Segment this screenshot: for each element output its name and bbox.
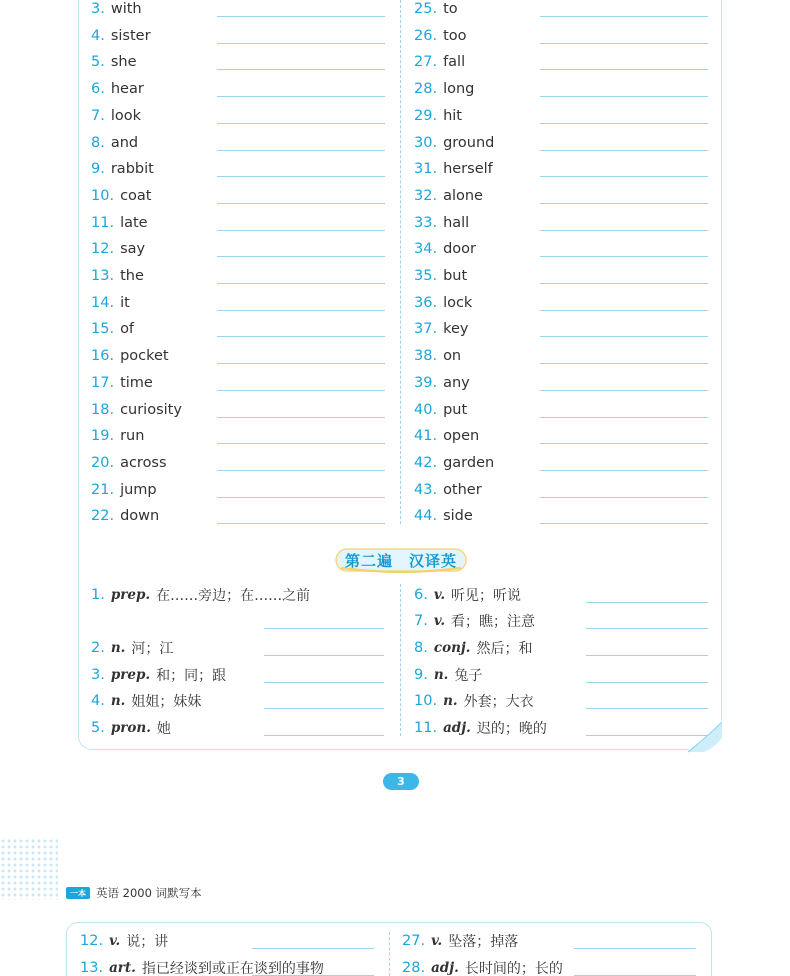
answer-blank[interactable] <box>264 655 384 656</box>
part-of-speech: v. <box>431 933 443 949</box>
word-item <box>414 505 473 527</box>
answer-blank[interactable] <box>586 682 708 683</box>
definition-text: 在……旁边；在……之前 <box>156 588 311 604</box>
item-number: 25. <box>414 1 438 17</box>
definition-item <box>414 664 482 686</box>
part-of-speech: prep. <box>110 667 151 683</box>
item-word: lock <box>443 294 473 311</box>
definition-item <box>414 690 534 712</box>
answer-blank[interactable] <box>217 443 385 444</box>
definition-item <box>91 637 173 659</box>
part-of-speech: adj. <box>431 960 459 976</box>
definition-item <box>414 610 535 632</box>
word-item <box>414 425 479 447</box>
definition-text: 指已经谈到或正在谈到的事物 <box>141 961 324 976</box>
book-header <box>66 885 202 901</box>
decorative-dot-pattern <box>0 838 58 900</box>
answer-blank[interactable] <box>540 256 708 257</box>
item-number: 8. <box>414 640 428 656</box>
section-title <box>334 546 468 574</box>
book-logo-text: 一本 <box>70 888 86 898</box>
item-number: 7. <box>414 613 428 629</box>
answer-blank[interactable] <box>264 708 384 709</box>
item-number: 29. <box>414 107 438 124</box>
definition-item <box>91 584 310 606</box>
definition-text: 兔子 <box>454 668 483 684</box>
item-word: late <box>120 214 148 231</box>
column-divider-bottom <box>400 584 401 736</box>
item-word: across <box>120 454 167 471</box>
item-word: say <box>120 241 146 258</box>
item-number: 10. <box>91 187 115 204</box>
item-number: 36. <box>414 294 438 311</box>
answer-blank[interactable] <box>540 417 708 418</box>
item-word: key <box>443 321 469 338</box>
item-word: on <box>443 348 462 365</box>
item-number: 9. <box>91 161 105 178</box>
answer-blank[interactable] <box>264 735 384 736</box>
definition-item <box>91 664 226 686</box>
definition-text: 看；瞧；注意 <box>451 614 536 630</box>
item-word: with <box>110 1 142 17</box>
answer-blank[interactable] <box>540 123 708 124</box>
word-item <box>91 0 142 20</box>
answer-blank[interactable] <box>217 390 385 391</box>
item-number: 2. <box>91 640 105 656</box>
part-of-speech: art. <box>109 960 136 976</box>
item-word: pocket <box>120 348 169 365</box>
item-number: 11. <box>414 720 438 736</box>
item-word: coat <box>120 187 152 204</box>
part-of-speech: prep. <box>110 587 151 603</box>
item-number: 43. <box>414 481 438 498</box>
item-word: run <box>120 428 145 445</box>
item-number: 38. <box>414 348 438 365</box>
definition-text: 然后；和 <box>476 641 533 657</box>
item-number: 28. <box>402 960 426 976</box>
answer-blank[interactable] <box>586 655 708 656</box>
answer-blank[interactable] <box>540 69 708 70</box>
item-word: to <box>443 1 458 17</box>
word-item <box>414 185 483 207</box>
item-number: 44. <box>414 508 438 525</box>
section-title-text: 第二遍 汉译英 <box>344 551 457 570</box>
word-item <box>91 132 138 154</box>
word-item <box>91 292 130 314</box>
word-item <box>414 132 494 154</box>
item-number: 4. <box>91 693 105 709</box>
word-item <box>414 345 461 367</box>
part-of-speech: pron. <box>110 720 151 736</box>
answer-blank[interactable] <box>217 256 385 257</box>
item-word: door <box>443 241 476 258</box>
word-item <box>91 158 154 180</box>
item-number: 11. <box>91 214 115 231</box>
answer-blank[interactable] <box>586 735 708 736</box>
word-item <box>91 51 137 73</box>
item-word: and <box>110 134 139 151</box>
definition-item <box>91 690 201 712</box>
item-number: 12. <box>91 241 115 258</box>
definition-text: 外套；大衣 <box>463 694 534 710</box>
item-word: hit <box>443 107 462 124</box>
word-item <box>414 78 474 100</box>
definition-item <box>414 637 532 659</box>
item-number: 13. <box>80 960 104 976</box>
answer-blank[interactable] <box>586 628 708 629</box>
item-number: 26. <box>414 27 438 44</box>
item-number: 15. <box>91 321 115 338</box>
word-item <box>414 292 472 314</box>
item-number: 33. <box>414 214 438 231</box>
answer-blank[interactable] <box>217 497 385 498</box>
part-of-speech: v. <box>433 613 446 629</box>
column-divider-page2 <box>389 932 390 976</box>
item-number: 20. <box>91 454 115 471</box>
item-word: down <box>120 508 160 525</box>
word-item <box>91 399 182 421</box>
item-word: hall <box>443 214 470 231</box>
item-word: garden <box>443 454 495 471</box>
part-of-speech: n. <box>443 693 458 709</box>
item-word: rabbit <box>110 161 154 178</box>
answer-blank[interactable] <box>217 363 385 364</box>
item-word: jump <box>120 481 157 498</box>
word-item <box>91 345 169 367</box>
item-word: alone <box>443 187 483 204</box>
page-corner-fold <box>684 718 724 754</box>
item-number: 10. <box>414 693 438 709</box>
word-item <box>414 105 462 127</box>
answer-blank[interactable] <box>540 310 708 311</box>
word-item <box>414 265 467 287</box>
item-number: 8. <box>91 134 105 151</box>
item-number: 41. <box>414 428 438 445</box>
part-of-speech: n. <box>433 667 449 683</box>
item-word: put <box>443 401 468 418</box>
item-word: it <box>120 294 130 311</box>
definition-text: 长时间的；长的 <box>464 961 563 976</box>
item-word: too <box>443 27 467 44</box>
answer-blank[interactable] <box>586 602 708 603</box>
answer-blank[interactable] <box>540 283 708 284</box>
answer-blank[interactable] <box>217 123 385 124</box>
word-item <box>91 425 144 447</box>
item-word: open <box>443 428 480 445</box>
answer-blank[interactable] <box>264 682 384 683</box>
word-item <box>91 185 151 207</box>
definition-item <box>402 930 518 952</box>
word-item <box>414 212 469 234</box>
item-number: 1. <box>91 587 105 603</box>
item-number: 28. <box>414 81 438 98</box>
item-number: 6. <box>414 587 428 603</box>
answer-blank[interactable] <box>540 43 708 44</box>
word-item <box>91 105 141 127</box>
item-word: long <box>443 81 475 98</box>
page-number-badge <box>383 773 419 790</box>
answer-blank[interactable] <box>217 96 385 97</box>
item-word: sister <box>110 27 151 44</box>
answer-blank[interactable] <box>217 310 385 311</box>
item-number: 35. <box>414 268 438 284</box>
answer-blank[interactable] <box>574 948 696 949</box>
answer-blank[interactable] <box>540 16 708 17</box>
answer-blank[interactable] <box>217 150 385 151</box>
item-number: 37. <box>414 321 438 338</box>
answer-blank[interactable] <box>540 443 708 444</box>
definition-text: 她 <box>156 721 171 737</box>
answer-blank[interactable] <box>217 69 385 70</box>
word-item <box>414 479 482 501</box>
word-item <box>91 212 148 234</box>
definition-item <box>414 584 521 606</box>
word-item <box>91 452 167 474</box>
part-of-speech: n. <box>110 640 126 656</box>
item-word: time <box>120 374 153 391</box>
item-number: 14. <box>91 294 115 311</box>
definition-text: 说；讲 <box>126 934 169 950</box>
word-item <box>414 158 493 180</box>
part-of-speech: v. <box>433 587 446 603</box>
definition-text: 和；同；跟 <box>156 668 227 684</box>
item-number: 27. <box>414 54 438 71</box>
answer-blank[interactable] <box>217 283 385 284</box>
answer-blank[interactable] <box>540 230 708 231</box>
answer-blank[interactable] <box>217 203 385 204</box>
word-item <box>91 372 153 394</box>
word-item <box>91 505 159 527</box>
column-divider-top <box>400 0 401 524</box>
item-number: 7. <box>91 107 105 124</box>
answer-blank[interactable] <box>217 230 385 231</box>
item-word: she <box>110 54 137 71</box>
item-number: 21. <box>91 481 115 498</box>
answer-blank[interactable] <box>540 390 708 391</box>
definition-text: 坠落；掉落 <box>448 934 519 950</box>
answer-blank[interactable] <box>540 203 708 204</box>
item-word: look <box>110 107 142 124</box>
definition-text: 迟的；晚的 <box>476 721 547 737</box>
answer-blank[interactable] <box>217 176 385 177</box>
word-item <box>414 51 465 73</box>
page-number: 3 <box>397 775 405 788</box>
word-item <box>91 265 144 287</box>
part-of-speech: v. <box>109 933 121 949</box>
item-number: 22. <box>91 508 115 525</box>
answer-blank[interactable] <box>217 336 385 337</box>
definition-text: 姐姐；妹妹 <box>131 694 202 710</box>
answer-blank[interactable] <box>540 523 708 524</box>
item-number: 3. <box>91 667 105 683</box>
item-number: 31. <box>414 161 438 178</box>
answer-blank[interactable] <box>540 363 708 364</box>
item-number: 39. <box>414 374 438 391</box>
answer-blank[interactable] <box>252 948 374 949</box>
definition-text: 听见；听说 <box>451 588 522 604</box>
item-word: herself <box>443 161 493 178</box>
definition-item <box>91 717 171 739</box>
item-number: 6. <box>91 81 105 98</box>
word-item <box>414 25 467 47</box>
book-logo <box>66 887 90 899</box>
word-item <box>91 25 151 47</box>
answer-blank[interactable] <box>217 417 385 418</box>
item-number: 27. <box>402 933 426 949</box>
item-number: 17. <box>91 374 115 391</box>
definition-item <box>80 957 324 976</box>
item-word: other <box>443 481 482 498</box>
item-word: curiosity <box>120 401 182 418</box>
item-number: 19. <box>91 428 115 445</box>
answer-blank[interactable] <box>217 16 385 17</box>
definition-item <box>414 717 547 739</box>
item-number: 9. <box>414 667 428 683</box>
answer-blank[interactable] <box>264 628 384 629</box>
item-word: the <box>120 268 144 284</box>
word-item <box>414 0 458 20</box>
answer-blank[interactable] <box>586 708 708 709</box>
word-item <box>91 318 134 340</box>
item-number: 5. <box>91 720 105 736</box>
item-number: 3. <box>91 1 105 17</box>
item-word: hear <box>110 81 144 98</box>
item-number: 4. <box>91 27 105 44</box>
item-word: but <box>443 268 468 284</box>
word-item <box>91 479 157 501</box>
answer-blank[interactable] <box>540 176 708 177</box>
answer-blank[interactable] <box>540 470 708 471</box>
item-number: 18. <box>91 401 115 418</box>
definition-item <box>80 930 168 952</box>
answer-blank[interactable] <box>540 497 708 498</box>
item-number: 13. <box>91 268 115 284</box>
item-number: 32. <box>414 187 438 204</box>
word-item <box>91 238 145 260</box>
answer-blank[interactable] <box>217 470 385 471</box>
answer-blank[interactable] <box>540 336 708 337</box>
word-item <box>91 78 144 100</box>
word-item <box>414 452 494 474</box>
part-of-speech: conj. <box>433 640 471 656</box>
item-word: ground <box>443 134 495 151</box>
word-item <box>414 318 468 340</box>
item-word: fall <box>443 54 466 71</box>
definition-text: 河；江 <box>131 641 174 657</box>
word-item <box>414 399 467 421</box>
item-number: 40. <box>414 401 438 418</box>
word-item <box>414 372 470 394</box>
item-word: of <box>120 321 135 338</box>
item-number: 42. <box>414 454 438 471</box>
definition-item <box>402 957 563 976</box>
answer-blank[interactable] <box>540 96 708 97</box>
item-number: 30. <box>414 134 438 151</box>
item-number: 12. <box>80 933 104 949</box>
part-of-speech: n. <box>110 693 126 709</box>
part-of-speech: adj. <box>443 720 471 736</box>
item-word: side <box>443 508 473 525</box>
item-number: 16. <box>91 348 115 365</box>
word-item <box>414 238 476 260</box>
item-number: 34. <box>414 241 438 258</box>
item-number: 5. <box>91 54 105 71</box>
item-word: any <box>443 374 470 391</box>
answer-blank[interactable] <box>217 43 385 44</box>
book-title: 英语 2000 词默写本 <box>96 886 202 900</box>
answer-blank[interactable] <box>217 523 385 524</box>
answer-blank[interactable] <box>540 150 708 151</box>
